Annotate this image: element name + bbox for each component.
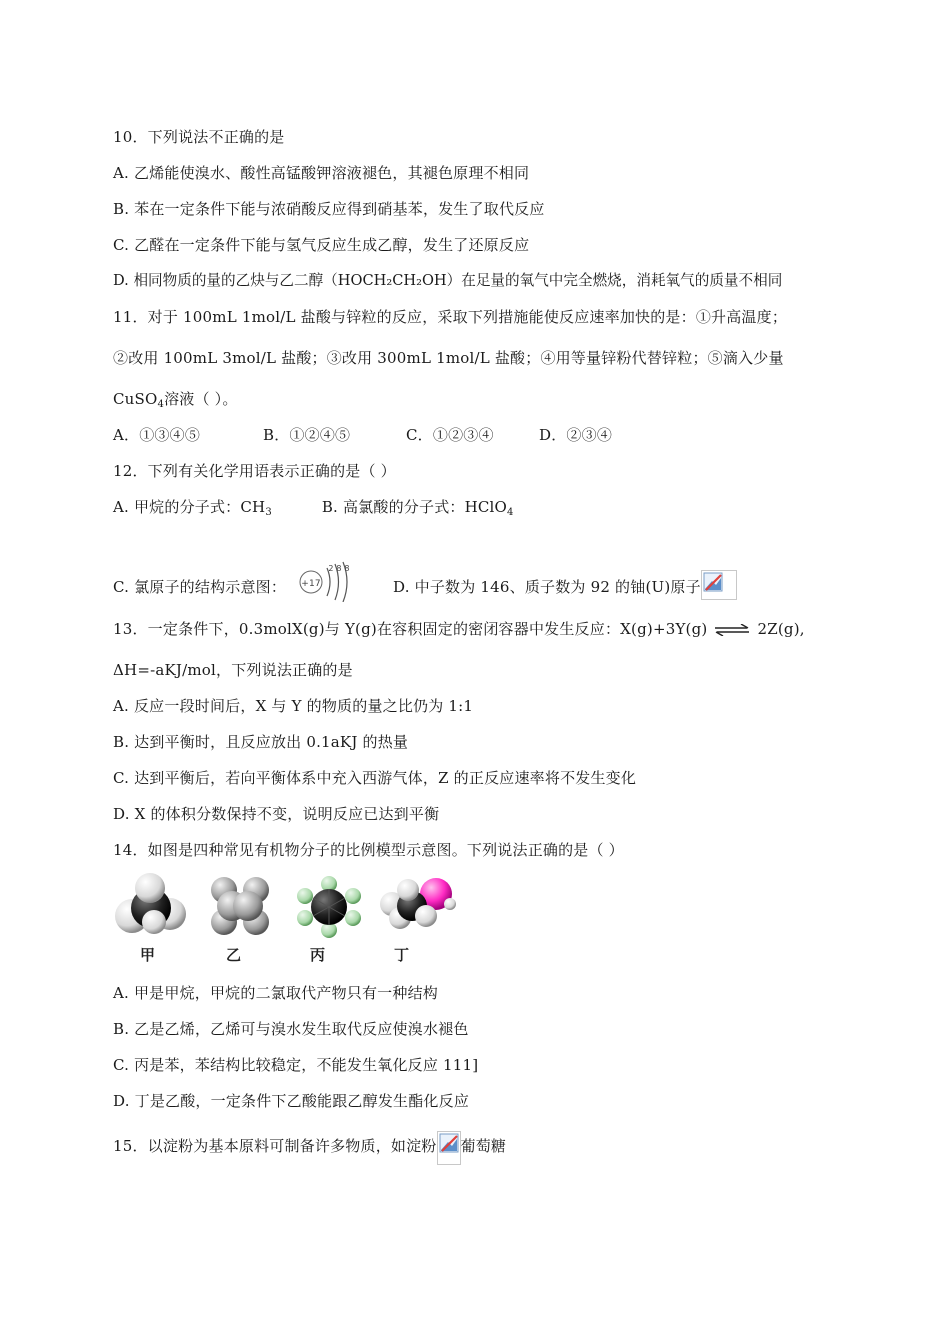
- q14-option-b: B. 乙是乙烯，乙烯可与溴水发生取代反应使溴水褪色: [113, 1020, 469, 1038]
- atom-nucleus-label: +17: [301, 579, 321, 589]
- q12-option-c: C. 氯原子的结构示意图：: [113, 578, 287, 596]
- model-label-bing: 丙: [310, 946, 326, 964]
- q12-stem: 12．下列有关化学用语表示正确的是（ ）: [113, 462, 396, 480]
- ethanol-model-icon: [378, 874, 458, 934]
- q13-line2: ΔH=-aKJ/mol，下列说法正确的是: [113, 661, 353, 679]
- model-label-jia: 甲: [140, 946, 156, 964]
- model-label-ding: 丁: [394, 946, 410, 964]
- model-label-yi: 乙: [226, 946, 242, 964]
- q15-line: [113, 1131, 506, 1165]
- q11-cuso-subscript: 4: [157, 399, 165, 410]
- ethylene-model-icon: [208, 876, 272, 938]
- q11-line2: ②改用 100mL 3mol/L 盐酸；③改用 300mL 1mol/L 盐酸；④用等量锌粉代替锌粒；⑤滴入少量: [113, 349, 784, 367]
- q12-option-a-subscript: 3: [265, 507, 272, 518]
- molecule-models-figure: [112, 872, 472, 964]
- q14-option-d: D. 丁是乙酸，一定条件下乙酸能跟乙醇发生酯化反应: [113, 1092, 470, 1110]
- q15-text: 15．以淀粉为基本原料可制备许多物质，如淀粉: [113, 1137, 437, 1155]
- broken-image-icon: [437, 1131, 461, 1165]
- q13-option-b: B. 达到平衡时，且反应放出 0.1aKJ 的热量: [113, 733, 409, 751]
- q11-options: [113, 425, 612, 445]
- q11-option-d: D．②③④: [539, 426, 613, 444]
- q11-line3: [113, 389, 238, 415]
- q12-option-a: A. 甲烷的分子式：CH: [113, 498, 266, 516]
- q13-option-d: D. X 的体积分数保持不变，说明反应已达到平衡: [113, 805, 440, 823]
- q12-option-b: B. 高氯酸的分子式：HClO: [321, 498, 508, 516]
- q13-option-a: A. 反应一段时间后，X 与 Y 的物质的量之比仍为 1:1: [113, 697, 474, 715]
- q14-stem: 14．如图是四种常见有机物分子的比例模型示意图。下列说法正确的是（ ）: [113, 841, 624, 859]
- equilibrium-arrow-icon: [713, 624, 751, 636]
- q10-option-c: C. 乙醛在一定条件下能与氢气反应生成乙醇，发生了还原反应: [113, 236, 530, 254]
- q13-line1: [113, 619, 805, 639]
- q11-line1: 11．对于 100mL 1mol/L 盐酸与锌粒的反应，采取下列措施能使反应速率加快的是：①升高温度；: [113, 308, 788, 326]
- q13-option-c: C. 达到平衡后，若向平衡体系中充入西游气体，Z 的正反应速率将不发生变化: [113, 769, 637, 787]
- atom-shells-label: 2 8 8: [328, 564, 350, 573]
- q11-option-c: C．①②③④: [406, 426, 494, 444]
- benzene-model-icon: [296, 876, 362, 938]
- q12-options-cd: [113, 558, 737, 602]
- chlorine-atom-diagram-icon: [297, 558, 357, 602]
- q11-option-a: A．①③④⑤: [113, 426, 201, 444]
- q12-option-d: D. 中子数为 146、质子数为 92 的铀(U)原子: [393, 578, 701, 596]
- q12-options-ab: [113, 497, 514, 523]
- q14-option-c: C. 丙是苯，苯结构比较稳定，不能发生氧化反应 111]: [113, 1056, 479, 1074]
- q11-option-b: B．①②④⑤: [263, 426, 351, 444]
- q13-product-text: 2Z(g),: [757, 620, 805, 638]
- q10-option-a: A. 乙烯能使溴水、酸性高锰酸钾溶液褪色，其褪色原理不相同: [113, 164, 530, 182]
- q10-option-b: B. 苯在一定条件下能与浓硝酸反应得到硝基苯，发生了取代反应: [113, 200, 545, 218]
- q10-stem: 10．下列说法不正确的是: [113, 128, 285, 146]
- q13-reaction-text: 13．一定条件下，0.3molX(g)与 Y(g)在容积固定的密闭容器中发生反应：X(g)+3Y(g): [113, 620, 708, 638]
- q10-option-d: D. 相同物质的量的乙炔与乙二醇（HOCH₂CH₂OH）在足量的氧气中完全燃烧，消耗氧气的质量不相同: [113, 272, 783, 289]
- q14-option-a: A. 甲是甲烷，甲烷的二氯取代产物只有一种结构: [113, 984, 438, 1002]
- q11-line3-tail: 溶液（ ）。: [164, 390, 238, 408]
- q15-text-tail: 葡萄糖: [460, 1137, 507, 1155]
- q11-cuso-text: CuSO: [113, 390, 158, 408]
- broken-image-icon: [701, 570, 737, 600]
- q12-option-b-subscript: 4: [507, 507, 514, 518]
- methane-model-icon: [114, 872, 188, 938]
